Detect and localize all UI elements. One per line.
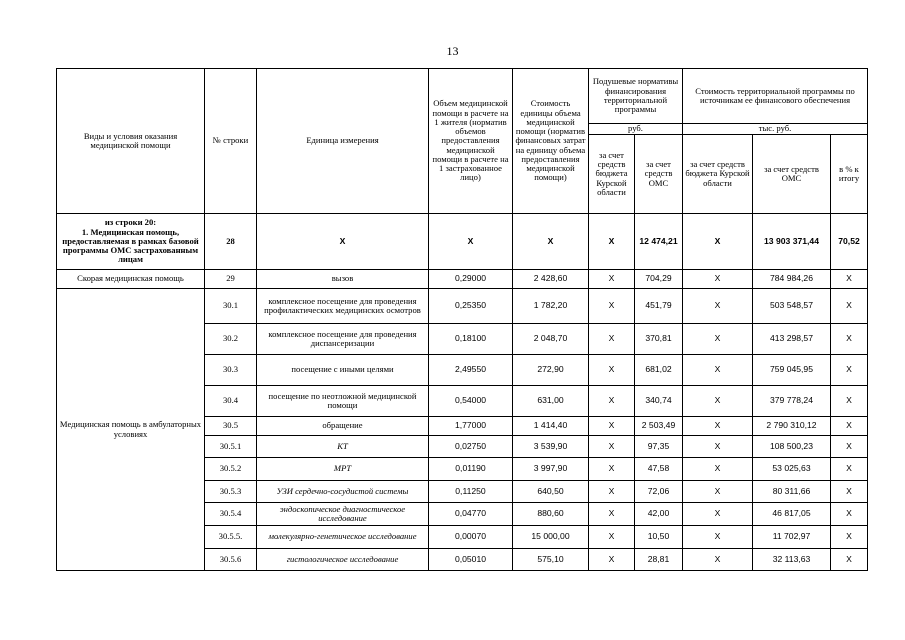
row-oms-per-capita: 370,81 <box>635 324 683 355</box>
row-oms-per-capita: 72,06 <box>635 481 683 503</box>
row-volume: 0,11250 <box>429 481 513 503</box>
row-unit: гистологическое исследование <box>257 549 429 571</box>
row-budget-per-capita: Х <box>589 526 635 549</box>
row-budget-per-capita: Х <box>589 386 635 417</box>
row-budget-total: Х <box>683 458 753 481</box>
row-percent: Х <box>831 503 868 526</box>
row-cost: 2 428,60 <box>513 270 589 289</box>
row-cost: 272,90 <box>513 355 589 386</box>
row-budget-total: Х <box>683 289 753 324</box>
row-number: 30.2 <box>205 324 257 355</box>
row-cost: 3 997,90 <box>513 458 589 481</box>
row-budget-per-capita: Х <box>589 458 635 481</box>
row-budget-per-capita: Х <box>589 289 635 324</box>
row-percent: Х <box>831 355 868 386</box>
row-oms-total: 2 790 310,12 <box>753 417 831 436</box>
row-volume: 0,29000 <box>429 270 513 289</box>
row-oms-total: 13 903 371,44 <box>753 214 831 270</box>
row-budget-per-capita: Х <box>589 549 635 571</box>
row-budget-total: Х <box>683 503 753 526</box>
row-cost: 15 000,00 <box>513 526 589 549</box>
row-unit: посещение по неотложной медицинской помощи <box>257 386 429 417</box>
header-volume: Объем медицинской помощи в расчете на 1 жителя (норматив объемов предоставления медицинской помощи в расчете на 1 застрахованное лицо) <box>429 69 513 214</box>
row-volume: Х <box>429 214 513 270</box>
row-unit: молекулярно-генетическое исследование <box>257 526 429 549</box>
row-percent: Х <box>831 417 868 436</box>
row-oms-per-capita: 704,29 <box>635 270 683 289</box>
row-oms-total: 759 045,95 <box>753 355 831 386</box>
row-budget-per-capita: Х <box>589 417 635 436</box>
row-budget-per-capita: Х <box>589 503 635 526</box>
row-budget-per-capita: Х <box>589 324 635 355</box>
table-row <box>57 289 868 324</box>
header-per-capita: Подушевые нормативы финансирования территориальной программы <box>589 69 683 124</box>
row-number: 30.3 <box>205 355 257 386</box>
table-row <box>57 270 868 289</box>
row-volume: 2,49550 <box>429 355 513 386</box>
row-volume: 0,05010 <box>429 549 513 571</box>
row-oms-per-capita: 47,58 <box>635 458 683 481</box>
header-budget-per-capita: за счет средств бюджета Курской области <box>589 135 635 214</box>
row-oms-per-capita: 12 474,21 <box>635 214 683 270</box>
row-oms-per-capita: 340,74 <box>635 386 683 417</box>
row-number: 30.1 <box>205 289 257 324</box>
header-per-capita-unit: руб. <box>589 124 683 135</box>
row-cost: 3 539,90 <box>513 436 589 458</box>
row-cost: 640,50 <box>513 481 589 503</box>
row-unit: комплексное посещение для проведения диспансеризации <box>257 324 429 355</box>
row-unit: Х <box>257 214 429 270</box>
row-budget-total: Х <box>683 270 753 289</box>
header-oms-per-capita: за счет средств ОМС <box>635 135 683 214</box>
row-oms-per-capita: 451,79 <box>635 289 683 324</box>
header-percent: в % к итогу <box>831 135 868 214</box>
row-number: 30.5.6 <box>205 549 257 571</box>
row-volume: 0,25350 <box>429 289 513 324</box>
row-oms-total: 413 298,57 <box>753 324 831 355</box>
row-budget-total: Х <box>683 214 753 270</box>
row-unit: КТ <box>257 436 429 458</box>
row-oms-total: 503 548,57 <box>753 289 831 324</box>
row-cost: 631,00 <box>513 386 589 417</box>
row-volume: 0,54000 <box>429 386 513 417</box>
header-total-unit: тыс. руб. <box>683 124 868 135</box>
row-unit: УЗИ сердечно-сосудистой системы <box>257 481 429 503</box>
row-cost: 1 782,20 <box>513 289 589 324</box>
row-percent: 70,52 <box>831 214 868 270</box>
row-number: 30.4 <box>205 386 257 417</box>
row-budget-total: Х <box>683 549 753 571</box>
row-oms-total: 32 113,63 <box>753 549 831 571</box>
row-type: Скорая медицинская помощь <box>57 270 205 289</box>
row-number: 30.5.4 <box>205 503 257 526</box>
row-type: из строки 20: 1. Медицинская помощь, предоставляемая в рамках базовой программы ОМС застрахованным лицам <box>57 214 205 270</box>
header-types: Виды и условия оказания медицинской помощи <box>57 69 205 214</box>
row-oms-total: 53 025,63 <box>753 458 831 481</box>
row-oms-per-capita: 97,35 <box>635 436 683 458</box>
row-percent: Х <box>831 270 868 289</box>
row-percent: Х <box>831 324 868 355</box>
row-unit: посещение с иными целями <box>257 355 429 386</box>
row-oms-total: 108 500,23 <box>753 436 831 458</box>
row-number: 29 <box>205 270 257 289</box>
row-budget-per-capita: Х <box>589 481 635 503</box>
row-unit: МРТ <box>257 458 429 481</box>
row-oms-total: 80 311,66 <box>753 481 831 503</box>
row-budget-per-capita: Х <box>589 355 635 386</box>
row-budget-total: Х <box>683 324 753 355</box>
row-oms-per-capita: 10,50 <box>635 526 683 549</box>
row-budget-total: Х <box>683 386 753 417</box>
row-cost: Х <box>513 214 589 270</box>
page-number: 13 <box>446 44 459 58</box>
row-volume: 1,77000 <box>429 417 513 436</box>
row-volume: 0,01190 <box>429 458 513 481</box>
row-oms-per-capita: 681,02 <box>635 355 683 386</box>
row-volume: 0,02750 <box>429 436 513 458</box>
row-percent: Х <box>831 436 868 458</box>
row-oms-total: 46 817,05 <box>753 503 831 526</box>
row-percent: Х <box>831 526 868 549</box>
row-number: 30.5.1 <box>205 436 257 458</box>
row-oms-total: 11 702,97 <box>753 526 831 549</box>
row-cost: 2 048,70 <box>513 324 589 355</box>
row-cost: 1 414,40 <box>513 417 589 436</box>
header-total-cost: Стоимость территориальной программы по источникам ее финансового обеспечения <box>683 69 868 124</box>
row-oms-per-capita: 2 503,49 <box>635 417 683 436</box>
row-percent: Х <box>831 386 868 417</box>
row-unit: комплексное посещение для проведения профилактических медицинских осмотров <box>257 289 429 324</box>
row-cost: 575,10 <box>513 549 589 571</box>
row-volume: 0,00070 <box>429 526 513 549</box>
header-unit-cost: Стоимость единицы объема медицинской помощи (норматив финансовых затрат на единицу объема предоставления медицинской помощи) <box>513 69 589 214</box>
row-percent: Х <box>831 458 868 481</box>
row-number: 30.5.3 <box>205 481 257 503</box>
row-unit: эндоскопическое диагностическое исследование <box>257 503 429 526</box>
row-budget-total: Х <box>683 355 753 386</box>
header-oms-total: за счет средств ОМС <box>753 135 831 214</box>
header-row-number: № строки <box>205 69 257 214</box>
row-budget-per-capita: Х <box>589 270 635 289</box>
row-percent: Х <box>831 289 868 324</box>
row-budget-total: Х <box>683 417 753 436</box>
row-budget-per-capita: Х <box>589 214 635 270</box>
table-row <box>57 214 868 270</box>
row-oms-total: 379 778,24 <box>753 386 831 417</box>
row-budget-total: Х <box>683 481 753 503</box>
header-budget-total: за счет средств бюджета Курской области <box>683 135 753 214</box>
row-volume: 0,18100 <box>429 324 513 355</box>
row-budget-per-capita: Х <box>589 436 635 458</box>
header-unit: Единица измерения <box>257 69 429 214</box>
row-number: 30.5.5. <box>205 526 257 549</box>
financing-table <box>56 68 868 571</box>
row-budget-total: Х <box>683 436 753 458</box>
row-unit: вызов <box>257 270 429 289</box>
row-number: 28 <box>205 214 257 270</box>
row-number: 30.5 <box>205 417 257 436</box>
row-oms-total: 784 984,26 <box>753 270 831 289</box>
row-oms-per-capita: 28,81 <box>635 549 683 571</box>
row-number: 30.5.2 <box>205 458 257 481</box>
row-type-ambulatory: Медицинская помощь в амбулаторных условиях <box>57 289 205 571</box>
row-unit: обращение <box>257 417 429 436</box>
row-percent: Х <box>831 481 868 503</box>
row-percent: Х <box>831 549 868 571</box>
row-budget-total: Х <box>683 526 753 549</box>
row-volume: 0,04770 <box>429 503 513 526</box>
row-cost: 880,60 <box>513 503 589 526</box>
row-oms-per-capita: 42,00 <box>635 503 683 526</box>
